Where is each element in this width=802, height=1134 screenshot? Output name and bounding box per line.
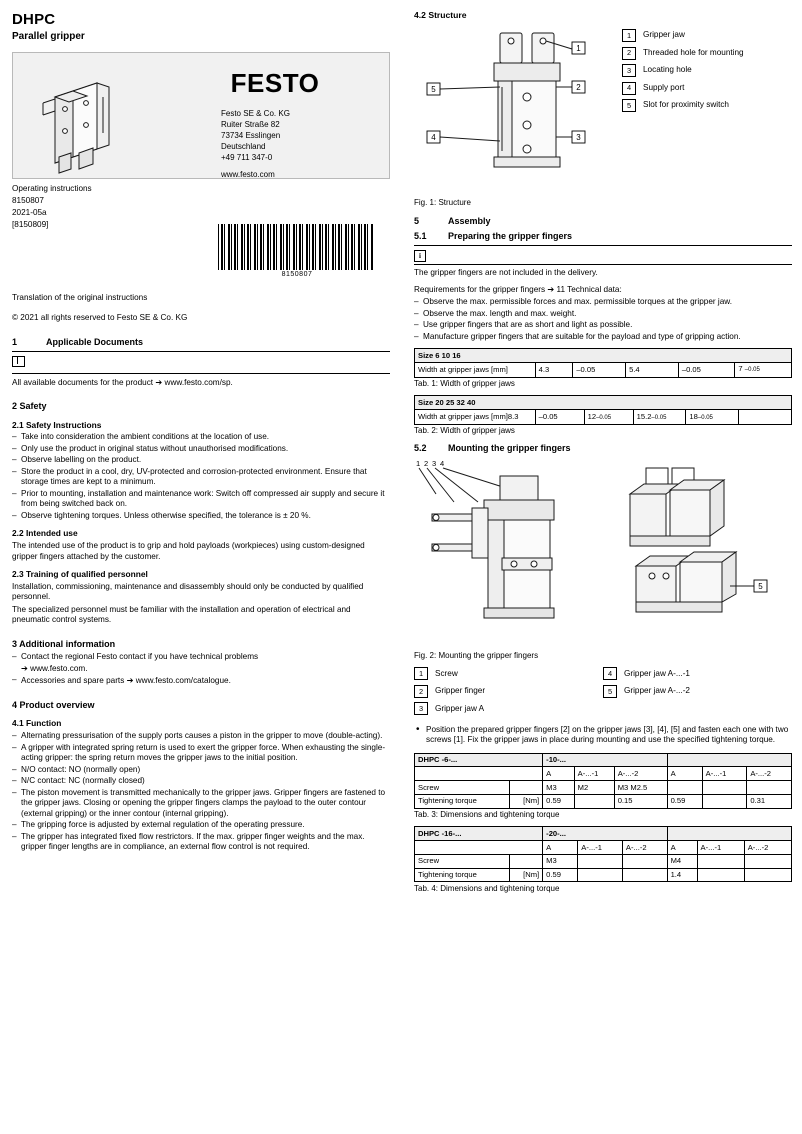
list-item: – Take into consideration the ambient conditions at the location of use. <box>12 432 390 443</box>
mounting-legend-right <box>603 667 792 720</box>
table-row <box>415 854 792 868</box>
section-title: Applicable Documents <box>46 336 144 347</box>
table-width-gripper-jaws-2 <box>414 395 792 424</box>
row-label: Tightening torque <box>415 868 510 882</box>
book-icon <box>12 356 390 371</box>
accessories-link[interactable]: www.festo.com/catalogue. <box>135 676 231 686</box>
legend-item <box>603 667 792 680</box>
section-number: 1 <box>12 336 18 347</box>
table-header-col1: DHPC -16-... <box>415 827 543 841</box>
svg-text:5: 5 <box>758 582 763 592</box>
svg-text:3: 3 <box>432 459 437 469</box>
table-header: Size 20 25 32 40 <box>415 396 792 410</box>
cell <box>622 868 667 882</box>
cell <box>622 854 667 868</box>
intended-use-text: The intended use of the product is to grip and hold payloads (workpieces) using custom-designed gripper fingers attached by the customer. <box>12 541 365 561</box>
legend-item <box>603 685 792 698</box>
intended-use-title: 2.2 Intended use <box>12 528 78 539</box>
address-line: +49 711 347-0 <box>221 153 273 163</box>
table-header-col1: DHPC -6-... <box>415 753 543 767</box>
mounting-title: Mounting the gripper fingers <box>448 442 571 453</box>
page-subtitle: Parallel gripper <box>12 31 85 43</box>
list-item: – The gripper has integrated fixed flow restrictors. If the max. gripper finger weights and the max. gripper finger lengths are in compliance, an external flow control is not required. <box>12 832 390 853</box>
subheader: A <box>667 767 702 781</box>
table-row <box>415 410 792 425</box>
legend-label: Gripper finger <box>435 686 486 696</box>
legend-label: Locating hole <box>643 65 692 75</box>
list-item: – Store the product in a cool, dry, UV-protected and corrosion-protected environment. Ensure that storage times are kept to a minimum. <box>12 467 390 488</box>
cell <box>697 868 744 882</box>
section-assembly <box>414 216 792 342</box>
svg-text:5: 5 <box>431 85 436 94</box>
list-item: – Only use the product in original status without unauthorised modifications. <box>12 444 390 455</box>
cell: 18–0.05 <box>686 410 739 425</box>
cell: 4.3 <box>535 362 573 377</box>
subheader: A-...-2 <box>622 841 667 855</box>
barcode <box>218 224 376 280</box>
legend-item <box>414 685 603 698</box>
row-label: Width at gripper jaws [mm]8.3 <box>415 410 536 425</box>
cell <box>744 868 791 882</box>
list-item: – The gripping force is adjusted by external regulation of the operating pressure. <box>12 820 390 831</box>
list-item: – N/C contact: NC (normally closed) <box>12 776 390 787</box>
row-label: Width at gripper jaws [mm] <box>415 362 536 377</box>
legend-number: 5 <box>622 99 636 112</box>
svg-text:3: 3 <box>576 133 581 142</box>
section-applicable-documents <box>12 337 390 389</box>
training-title: 2.3 Training of qualified personnel <box>12 569 148 580</box>
cell: M3 M2.5 <box>614 781 667 795</box>
legend-number: 3 <box>414 702 428 715</box>
table-1-caption: Tab. 1: Width of gripper jaws <box>414 379 515 389</box>
manufacturer-website: www.festo.com <box>221 170 275 180</box>
table-header-col2: -10-... <box>543 753 667 767</box>
table-dimensions-tightening-torque-2 <box>414 826 792 882</box>
accessories-text: Accessories and spare parts <box>21 676 125 686</box>
row-unit <box>509 854 542 868</box>
legend-number: 1 <box>414 667 428 680</box>
legend-item <box>622 64 744 77</box>
svg-text:2: 2 <box>576 83 581 92</box>
list-item: – A gripper with integrated spring return is used to exert the gripper force. When exhausting the single-acting gripper: the spring return moves the gripper jaws to the initial position. <box>12 743 390 764</box>
legend-label: Gripper jaw A-...-1 <box>624 668 690 678</box>
requirements-list <box>414 297 792 342</box>
copyright-note: © 2021 all rights reserved to Festo SE & Co. KG <box>12 313 188 323</box>
safety-instructions-list <box>12 432 390 521</box>
mounting-figure <box>414 458 792 661</box>
legend-number: 2 <box>414 685 428 698</box>
info-note-text: The gripper fingers are not included in the delivery. <box>414 268 598 278</box>
training-text-2: The specialized personnel must be familiar with the installation and operation of electrical and pneumatic control systems. <box>12 604 351 625</box>
table-row <box>415 794 792 808</box>
doc-number: 8150807 <box>12 195 44 205</box>
cell <box>667 781 702 795</box>
cell <box>744 854 791 868</box>
cell: 0.59 <box>667 794 702 808</box>
table-header-col3 <box>667 827 791 841</box>
contact-text: Contact the regional Festo contact if you have technical problems <box>21 652 259 662</box>
svg-text:1: 1 <box>416 459 421 469</box>
arrow-icon: ➔ <box>126 675 134 686</box>
info-icon: i <box>414 250 426 262</box>
safety-instructions-title: 2.1 Safety Instructions <box>12 419 102 430</box>
cell: –0.05 <box>535 410 584 425</box>
table-row <box>415 781 792 795</box>
row-unit <box>509 781 542 795</box>
mounting-number: 5.2 <box>414 442 427 453</box>
list-item <box>12 675 390 687</box>
cell: M3 <box>543 854 578 868</box>
list-item: – The piston movement is transmitted mechanically to the gripper jaws. Gripper fingers are fastened to the gripper jaws. Closing or opening the gripper fingers clamps the payload to the outer contour (external gripping) or the inner contour (internal gripping). <box>12 788 390 820</box>
address-line: 73734 Esslingen <box>221 131 281 141</box>
row-unit: [Nm] <box>509 794 542 808</box>
table-subheader-row <box>415 841 792 855</box>
cell: 0.15 <box>614 794 667 808</box>
contact-link[interactable]: www.festo.com. <box>30 663 88 673</box>
left-column <box>12 10 390 854</box>
info-icon-row <box>414 250 792 262</box>
title-block <box>12 52 390 179</box>
cell: 1.4 <box>667 868 697 882</box>
cell: 12–0.05 <box>584 410 633 425</box>
arrow-icon: ➔ <box>21 662 28 673</box>
applicable-documents-label: All available documents for the product <box>12 377 154 387</box>
page-title: DHPC <box>12 11 56 28</box>
cell: 15.2–0.05 <box>633 410 686 425</box>
requirements-line <box>414 284 792 296</box>
address-line: Ruiter Straße 82 <box>221 120 280 130</box>
preparing-number: 5.1 <box>414 230 427 241</box>
structure-title: 4.2 Structure <box>414 10 467 20</box>
legend-number: 1 <box>622 29 636 42</box>
legend-item <box>622 29 744 42</box>
cell <box>574 794 614 808</box>
doc-bracket-number: [8150809] <box>12 219 49 229</box>
section-mounting <box>414 443 792 455</box>
cell <box>415 841 543 855</box>
table-2-caption: Tab. 2: Width of gripper jaws <box>414 426 515 436</box>
cell <box>697 854 744 868</box>
legend-label: Gripper jaw <box>643 30 685 40</box>
section-product-overview <box>12 700 390 853</box>
barcode-bars <box>218 224 374 270</box>
legend-item <box>622 47 744 60</box>
applicable-documents-text <box>12 377 390 389</box>
festo-logo: FESTO <box>230 67 320 98</box>
table-4-caption: Tab. 4: Dimensions and tightening torque <box>414 883 560 893</box>
translation-note: Translation of the original instructions <box>12 292 148 302</box>
arrow-icon: ➔ <box>547 283 555 294</box>
subheader: A-...-2 <box>744 841 791 855</box>
table-header: Size 6 10 16 <box>415 349 792 363</box>
svg-text:4: 4 <box>431 133 436 142</box>
list-item: – Observe tightening torques. Unless otherwise specified, the tolerance is ± 20 %. <box>12 511 390 522</box>
subheader: A-...-1 <box>697 841 744 855</box>
legend-label: Threaded hole for mounting <box>643 47 744 57</box>
assembly-number: 5 <box>414 216 420 227</box>
legend-label: Gripper jaw A <box>435 703 485 713</box>
list-item: – Alternating pressurisation of the supply ports causes a piston in the gripper to move (double-acting). <box>12 731 390 742</box>
barcode-number: 8150807 <box>281 271 313 278</box>
legend-number: 5 <box>603 685 617 698</box>
cell: 5.4 <box>626 362 679 377</box>
doc-type: Operating instructions <box>12 183 92 193</box>
row-label: Screw <box>415 781 510 795</box>
figure-2-caption: Fig. 2: Mounting the gripper fingers <box>414 651 539 661</box>
table-header-col3 <box>667 753 791 767</box>
section-safety <box>12 401 390 626</box>
list-item: – Observe the max. length and max. weight. <box>414 309 792 320</box>
cell: M4 <box>667 854 697 868</box>
subheader: A-...-2 <box>747 767 792 781</box>
list-item: – Observe the max. permissible forces and max. permissible torques at the gripper jaw. <box>414 297 792 308</box>
cell: –0.05 <box>678 362 735 377</box>
list-item <box>12 652 390 674</box>
cell: 0.59 <box>543 794 575 808</box>
mounting-legend-left <box>414 667 603 720</box>
legend-label: Screw <box>435 668 458 678</box>
manufacturer-block <box>163 53 389 178</box>
cell <box>739 410 792 425</box>
subheader: A-...-1 <box>574 767 614 781</box>
table-3-caption: Tab. 3: Dimensions and tightening torque <box>414 810 560 820</box>
right-column <box>414 10 792 900</box>
cell: 0.31 <box>747 794 792 808</box>
cell: 7 –0.05 <box>735 362 792 377</box>
subheader: A-...-1 <box>578 841 623 855</box>
arrow-icon: ➔ <box>155 376 163 387</box>
table-row <box>415 362 792 377</box>
table-header-col2: -20-... <box>543 827 667 841</box>
svg-text:1: 1 <box>576 44 581 53</box>
legend-item <box>414 702 603 715</box>
list-item: – Manufacture gripper fingers that are suitable for the payload and type of gripping action. <box>414 332 792 343</box>
doc-date: 2021-05a <box>12 207 47 217</box>
preparing-title: Preparing the gripper fingers <box>448 230 573 241</box>
subheader: A <box>667 841 697 855</box>
cell <box>702 794 747 808</box>
cell <box>578 868 623 882</box>
legend-item <box>622 82 744 95</box>
legend-label: Slot for proximity switch <box>643 100 729 110</box>
row-label: Tightening torque <box>415 794 510 808</box>
address-line: Festo SE & Co. KG <box>221 109 290 119</box>
cell <box>578 854 623 868</box>
legend-number: 3 <box>622 64 636 77</box>
figure-1-caption: Fig. 1: Structure <box>414 198 471 207</box>
assembly-title: Assembly <box>448 216 491 227</box>
legend-number: 4 <box>603 667 617 680</box>
legend-label: Supply port <box>643 82 685 92</box>
legend-item <box>414 667 603 680</box>
cell: –0.05 <box>573 362 626 377</box>
mounting-instruction: • Position the prepared gripper fingers [2] on the gripper jaws [3], [4], [5] and fasten each one with two screws [1]. Fix the gripper jaws in place during mounting and use the specified tightening torque. <box>414 725 792 746</box>
function-title: 4.1 Function <box>12 718 62 729</box>
legend-label: Gripper jaw A-...-2 <box>624 686 690 696</box>
svg-text:2: 2 <box>424 459 429 469</box>
section-additional-information <box>12 639 390 687</box>
additional-information-list <box>12 652 390 687</box>
row-label: Screw <box>415 854 510 868</box>
cell <box>747 781 792 795</box>
list-item: – Prior to mounting, installation and maintenance work: Switch off compressed air supply and secure it from being switched back on. <box>12 489 390 510</box>
function-list-2 <box>12 788 390 853</box>
product-image <box>13 53 163 178</box>
subheader: A <box>543 767 575 781</box>
cell <box>702 781 747 795</box>
address-line: Deutschland <box>221 142 266 152</box>
legend-item <box>622 99 744 112</box>
requirements-link[interactable]: 11 Technical data: <box>556 284 622 294</box>
applicable-documents-link[interactable]: www.festo.com/sp. <box>164 377 233 387</box>
list-item: – Use gripper fingers that are as short and light as possible. <box>414 320 792 331</box>
additional-information-title: 3 Additional information <box>12 638 116 649</box>
svg-text:4: 4 <box>440 459 445 469</box>
cell <box>415 767 543 781</box>
subheader: A-...-2 <box>614 767 667 781</box>
subheader: A <box>543 841 578 855</box>
list-item: – Observe labelling on the product. <box>12 455 390 466</box>
function-list <box>12 731 390 764</box>
table-width-gripper-jaws-1 <box>414 348 792 377</box>
safety-title: 2 Safety <box>12 401 47 412</box>
subheader: A-...-1 <box>702 767 747 781</box>
row-unit: [Nm] <box>509 868 542 882</box>
cell: 0.59 <box>543 868 578 882</box>
training-text-1: Installation, commissioning, maintenance and disassembly should only be conducted by qualified personnel. <box>12 581 364 602</box>
legend-number: 2 <box>622 47 636 60</box>
manufacturer-address <box>169 108 381 163</box>
mounting-legend <box>414 667 792 720</box>
table-row <box>415 868 792 882</box>
structure-legend <box>622 29 744 117</box>
cell: M3 <box>543 781 575 795</box>
table-subheader-row <box>415 767 792 781</box>
requirements-label: Requirements for the gripper fingers <box>414 284 546 294</box>
product-overview-title: 4 Product overview <box>12 699 95 710</box>
list-item: – N/O contact: NO (normally open) <box>12 765 390 776</box>
structure-figure <box>414 25 614 208</box>
legend-number: 4 <box>622 82 636 95</box>
cell: M2 <box>574 781 614 795</box>
table-dimensions-tightening-torque-1 <box>414 753 792 809</box>
function-sublist <box>12 765 390 787</box>
